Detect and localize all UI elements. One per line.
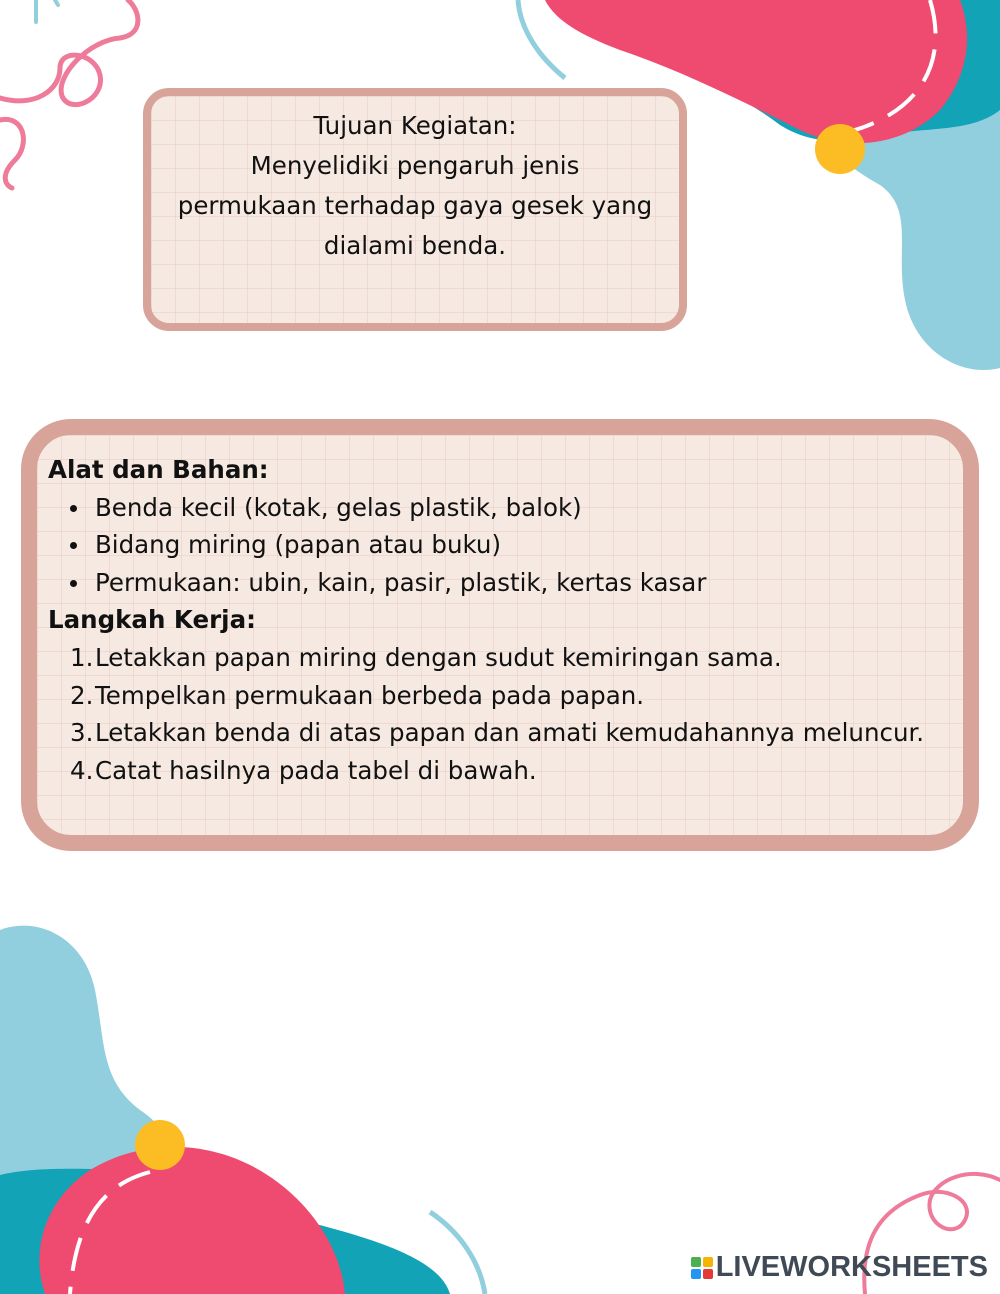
liveworksheets-logo[interactable] [691, 1251, 988, 1284]
list-item: Benda kecil (kotak, gelas plastik, balok) [48, 489, 963, 527]
procedure-card [21, 419, 979, 851]
goal-text-line-2: permukaan terhadap gaya gesek yang [177, 191, 653, 220]
materials-list [48, 489, 963, 602]
step-text: Letakkan papan miring dengan sudut kemiringan sama. [95, 642, 782, 672]
materials-heading: Alat dan Bahan: [48, 455, 269, 484]
steps-heading: Langkah Kerja: [48, 605, 256, 635]
list-item [48, 752, 963, 790]
yellow-dot-bottom [135, 1120, 185, 1170]
step-number: 4. [70, 755, 94, 785]
list-item: Permukaan: ubin, kain, pasir, plastik, kertas kasar [48, 564, 963, 602]
yellow-dot-top [815, 124, 865, 174]
goal-card [143, 88, 687, 331]
step-text: Tempelkan permukaan berbeda pada papan. [95, 680, 645, 710]
brand-text: LIVEWORKSHEETS [715, 1251, 988, 1283]
list-item [48, 639, 963, 677]
pink-squiggle-top-left [0, 0, 138, 105]
step-number: 3. [70, 718, 94, 748]
liveworksheets-logo-icon [691, 1257, 713, 1279]
step-text: Letakkan benda di atas papan dan amati kemudahannya meluncur. [95, 718, 925, 748]
step-number: 2. [70, 680, 94, 710]
step-text: Catat hasilnya pada tabel di bawah. [95, 755, 537, 785]
steps-list [48, 639, 963, 789]
goal-text-line-3: dialami benda. [323, 231, 507, 260]
step-number: 1. [70, 642, 94, 672]
list-item [48, 677, 963, 715]
pink-squiggle-top-left-2 [0, 119, 23, 188]
list-item [48, 714, 963, 752]
goal-title: Tujuan Kegiatan: [313, 111, 517, 140]
list-item: Bidang miring (papan atau buku) [48, 526, 963, 564]
blue-tick-top-left [36, 0, 58, 22]
goal-text-line-1: Menyelidiki pengaruh jenis [250, 151, 580, 180]
